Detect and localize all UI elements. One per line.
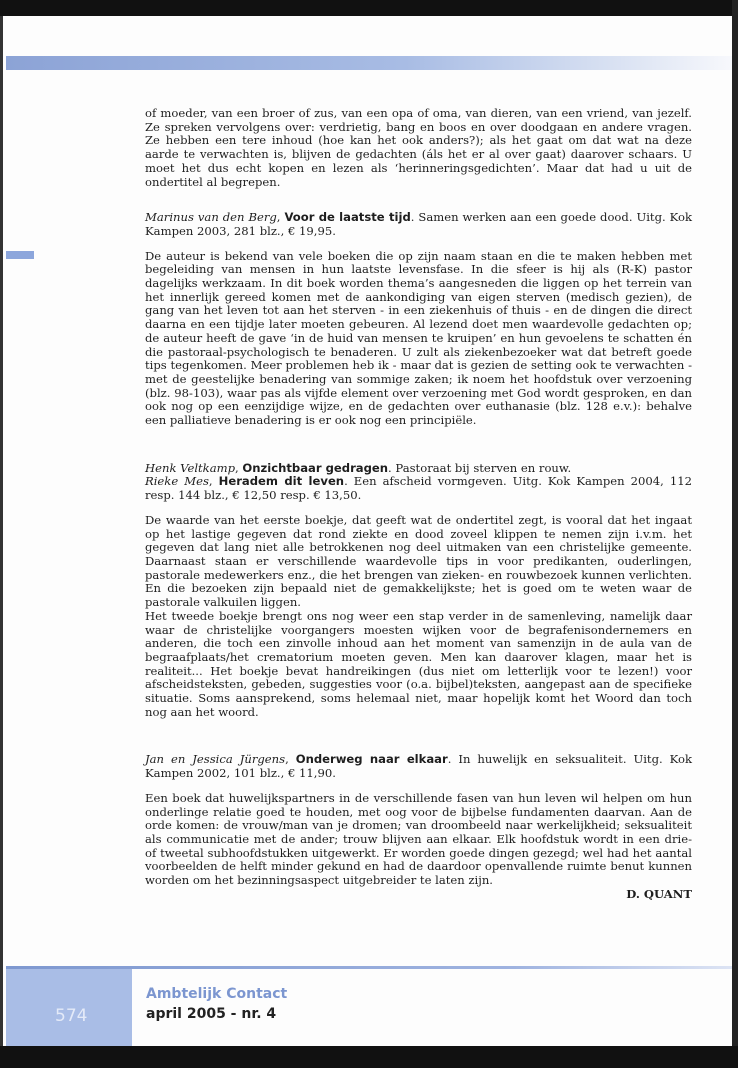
review-3-title: Onderweg naar elkaar [295,752,448,767]
bottom-frame-bar [0,1046,738,1068]
intro-paragraph: of moeder, van een broer of zus, van een opa of oma, van dieren, van een vriend, van jezelf. Ze spreken vervolgens over: verdrietig, bang en boos en over doodgaan en andere vragen. Ze hebben een tere inhoud (hoe kan het ook anders?); als het gaat om dat wat na deze aarde te verwachten is, blijven de gedachten (áls het er al over gaat) daarover schaars. U moet het dus echt kopen en lezen als ‘herinneringsgedichten’. Maar dat had u uit de ondertitel al begrepen. [145,106,692,189]
journal-name: Ambtelijk Contact [146,986,288,1002]
review-1-details: . Samen werken aan een goede dood. Uitg. Kok Kampen 2003, 281 blz., € 19,95. [145,210,693,238]
review-2-body-2: Het tweede boekje brengt ons nog weer een stap verder in de samenleving, namelijk daar waar de christelijke voorgangers moesten wijken voor de begrafenisondernemers en anderen, die toch een zinvolle inhoud aan het moment van samenzijn in de aula van de begraafplaats/het crematorium moeten geven. Men kan daarover klagen, maar het is realiteit... Het boekje bevat handreikingen (dus niet om letterlijk voor te lezen!) voor afscheidsteksten, gebeden, suggesties voor (o.a. bijbel)teksten, aangepast aan de specifieke situatie. Soms aansprekend, soms helemaal niet, maar hopelijk komt het Woord dan toch nog aan het woord. [145,608,692,719]
article-body [145,107,692,901]
right-frame-bar [732,0,738,1068]
review-2-title-a: Onzichtbaar gedragen [242,460,389,475]
journal-issue: april 2005 - nr. 4 [146,1006,277,1022]
review-3-heading: Jan en Jessica Jürgens, Onderweg naar elkaar. In huwelijk en seksualiteit. Uitg. Kok Kampen 2002, 101 blz., € 11,90. [145,752,693,781]
review-3-author: Jan en Jessica Jürgens [145,752,286,767]
review-2-author-b: Rieke Mes [145,474,209,489]
left-frame-edge [0,16,3,1046]
review-2-details-a: . Pastoraat bij sterven en rouw. [388,460,572,475]
top-frame-bar [0,0,738,16]
review-2-details-b: . Een afscheid vormgeven. Uitg. Kok Kampen 2004, 112 resp. 144 blz., € 12,50 resp. € 13,50. [145,474,693,503]
side-marker-tab [6,251,34,259]
review-1-author: Marinus van den Berg [145,210,277,225]
review-1-body: De auteur is bekend van vele boeken die op zijn naam staan en die te maken hebben met begeleiding van mensen in hun laatste levensfase. In die sfeer is hij als (R-K) pastor dagelijks werkzaam. In dit boek worden thema’s aangesneden die liggen op het terrein van het innerlijk gereed komen met de aankondiging van eigen sterven (medisch gezien), de gang van het leven tot aan het sterven - in een ziekenhuis of thuis - en de dingen die direct daarna en een tijdje later moeten gebeuren. Al lezend doet men waardevolle gedachten op; de auteur heeft de gave ‘in de huid van mensen te kruipen’ en hun gevoelens te schatten én die pastoraal-psychologisch te benaderen. U zult als ziekenbezoeker wat dat betreft goede tips tegenkomen. Meer problemen heb ik - maar dat is gezien de setting ook te verwachten - met de geestelijke benadering van sommige zaken; ik noem het hoofdstuk over verzoening (blz. 98-103), waar pas als vijfde element over verzoening met God wordt gesproken, en dan ook nog op een eenzijdige wijze, en de gedachten over euthanasie (blz. 128 e.v.): behalve een palliatieve benadering is er ook nog een principiële. [145,248,692,428]
review-1-heading: Marinus van den Berg, Voor de laatste tijd. Samen werken aan een goede dood. Uitg. Kok Kampen 2003, 281 blz., € 19,95. [145,210,693,238]
reviewer-signature: D. QUANT [626,886,692,901]
review-2-body-1: De waarde van het eerste boekje, dat geeft wat de ondertitel zegt, is vooral dat het ingaat op het lastige gegeven dat rond ziekte en dood zoveel klippen te nemen zijn i.v.m. het gegeven dat lang niet alle betrokkenen nog deel uitmaken van een christelijke gemeente. Daarnaast staan er verschillende waardevolle tips in voor predikanten, ouderlingen, pastorale medewerkers enz., die het brengen van zieken- en rouwbezoek kunnen verlichten. En die bezoeken zijn bepaald niet de gemakkelijkste; het is goed om te weten waar de pastorale valkuilen liggen. [145,512,692,610]
review-2-author-a: Henk Veltkamp [145,460,236,475]
review-3-details: . In huwelijk en seksualiteit. Uitg. Kok Kampen 2002, 101 blz., € 11,90. [145,752,693,781]
review-2-title-b: Heradem dit leven [218,474,345,489]
page-number: 574 [55,1006,88,1026]
review-3-body: Een boek dat huwelijkspartners in de verschillende fasen van hun leven wil helpen om hun onderlinge relatie goed te houden, met oog voor de bijbelse fundamenten daarvan. Aan de orde komen: de vrouw/man van je dromen; van droombeeld naar werkelijkheid; seksualiteit als communicatie met de ander; trouw blijven aan elkaar. Elk hoofdstuk wordt in een drie- of tweetal subhoofdstukken uitgewerkt. Er worden goede dingen gezegd; wel had het aantal voorbeelden de helft minder gekund en had de daardoor openvallende ruimte benut kunnen worden om het bezinningsaspect uitgebreider te laten zijn. [145,790,692,888]
header-color-band [6,56,732,70]
review-2-heading-a: Henk Veltkamp, Onzichtbaar gedragen. Pastoraat bij sterven en rouw. [145,460,572,475]
review-2-heading-b: Rieke Mes, Heradem dit leven. Een afscheid vormgeven. Uitg. Kok Kampen 2004, 112 resp. 144 blz., € 12,50 resp. € 13,50. [145,474,693,503]
review-1-title: Voor de laatste tijd [284,210,411,225]
